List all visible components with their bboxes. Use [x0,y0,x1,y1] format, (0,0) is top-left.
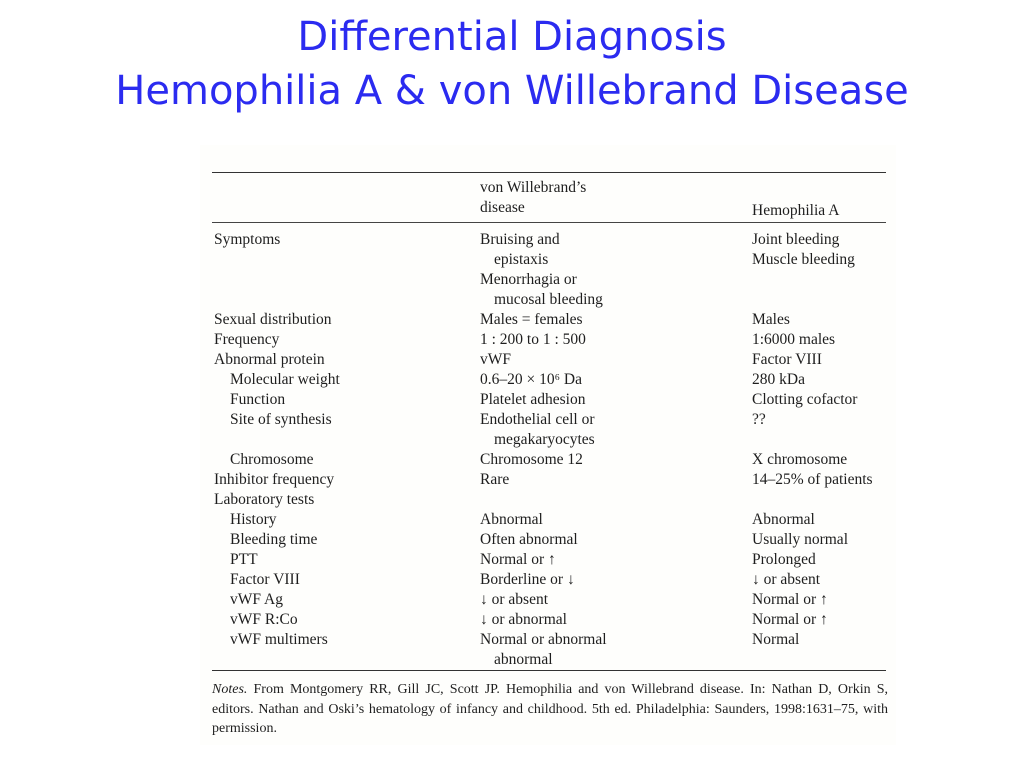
row-vwd-value [480,610,567,630]
vwd-line: Rare [480,471,510,488]
row-vwd-value [480,450,583,470]
row-vwd-value [480,350,511,370]
row-label: Chromosome [230,451,314,468]
row-label: Function [230,391,286,408]
row-vwd-value [480,570,575,590]
header-hemophilia: Hemophilia A [752,202,840,219]
row-label: Site of synthesis [230,411,332,428]
row-hemophilia-value [752,410,766,430]
vwd-line: ↓ or abnormal [480,611,567,628]
hemo-line: Abnormal [752,511,815,528]
notes-label: Notes. [212,682,248,697]
row-label: Sexual distribution [214,311,332,328]
row-vwd-value [480,590,548,610]
hemo-line: Males [752,311,790,328]
row-label: History [230,511,277,528]
title-line-2: Hemophilia A & von Willebrand Disease [115,68,909,114]
row-hemophilia-value [752,470,873,490]
vwd-line: Menorrhagia or [480,271,577,288]
header-vwd-line2: disease [480,199,525,216]
row-label: Symptoms [214,231,281,248]
row-label: vWF R:Co [230,611,298,628]
vwd-line: abnormal [494,651,553,668]
row-hemophilia-value [752,610,828,630]
vwd-line: Abnormal [480,511,543,528]
row-label: Abnormal protein [214,351,325,368]
vwd-line: Males = females [480,311,583,328]
hemo-line: Prolonged [752,551,816,568]
hemo-line: ?? [752,411,766,428]
vwd-line: Bruising and [480,231,560,248]
title-line-1: Differential Diagnosis [297,14,727,60]
vwd-line: epistaxis [494,251,549,268]
row-hemophilia-value [752,310,790,330]
row-hemophilia-value [752,510,815,530]
row-vwd-value [480,510,543,530]
row-hemophilia-value [752,590,828,610]
hemo-line: Usually normal [752,531,848,548]
row-label: PTT [230,551,258,568]
row-label: Inhibitor frequency [214,471,335,488]
vwd-line: Platelet adhesion [480,391,586,408]
row-vwd-value [480,530,578,550]
row-hemophilia-value [752,390,857,410]
row-hemophilia-value [752,330,835,350]
vwd-line: Often abnormal [480,531,578,548]
row-vwd-value [480,330,586,350]
hemo-line: 14–25% of patients [752,471,873,488]
vwd-line: 1 : 200 to 1 : 500 [480,331,586,348]
vwd-line: megakaryocytes [494,431,595,448]
hemo-line: Clotting cofactor [752,391,858,408]
row-vwd-value [480,370,582,390]
row-vwd-value [480,230,603,310]
row-vwd-value [480,630,607,670]
row-vwd-value [480,310,583,330]
hemo-line: Normal or ↑ [752,591,828,608]
vwd-line: ↓ or absent [480,591,549,608]
vwd-line: mucosal bleeding [494,291,603,308]
header-vwd-line1: von Willebrand’s [480,179,587,196]
hemo-line: Normal or ↑ [752,611,828,628]
vwd-line: Borderline or ↓ [480,571,575,588]
vwd-line: vWF [480,351,511,368]
vwd-line: Normal or abnormal [480,631,607,648]
row-hemophilia-value [752,570,820,590]
row-hemophilia-value [752,370,805,390]
hemo-line: ↓ or absent [752,571,821,588]
row-hemophilia-value [752,230,855,270]
vwd-line: 0.6–20 × 10⁶ Da [480,371,582,388]
hemo-line: Factor VIII [752,351,822,368]
hemo-line: Normal [752,631,800,648]
hemo-line: 1:6000 males [752,331,836,348]
row-vwd-value [480,470,509,490]
vwd-line: Chromosome 12 [480,451,583,468]
row-hemophilia-value [752,530,848,550]
row-label: Factor VIII [230,571,300,588]
row-label: Bleeding time [230,531,318,548]
row-hemophilia-value [752,450,847,470]
table-notes [212,680,888,739]
table-bottom-rule [212,670,886,671]
row-label: vWF Ag [230,591,283,608]
vwd-line: Normal or ↑ [480,551,556,568]
row-vwd-value [480,550,556,570]
vwd-line: Endothelial cell or [480,411,595,428]
row-hemophilia-value [752,350,822,370]
hemo-line: Joint bleeding [752,231,840,248]
hemo-line: X chromosome [752,451,848,468]
row-label: Molecular weight [230,371,340,388]
row-label: Laboratory tests [214,491,315,508]
row-hemophilia-value [752,630,799,650]
row-label: Frequency [214,331,280,348]
row-vwd-value [480,390,585,410]
row-label: vWF multimers [230,631,328,648]
row-vwd-value [480,410,595,450]
row-hemophilia-value [752,550,816,570]
hemo-line: Muscle bleeding [752,251,855,268]
hemo-line: 280 kDa [752,371,805,388]
notes-text: From Montgomery RR, Gill JC, Scott JP. Hemophilia and von Willebrand disease. In: Nathan D, Orkin S, editors. Nathan and Oski’s hematology of infancy and childhood. 5th ed. Philadelphia: Saunders, 1998:1631–75, with permission. [212,682,888,736]
header-vwd [480,178,586,218]
